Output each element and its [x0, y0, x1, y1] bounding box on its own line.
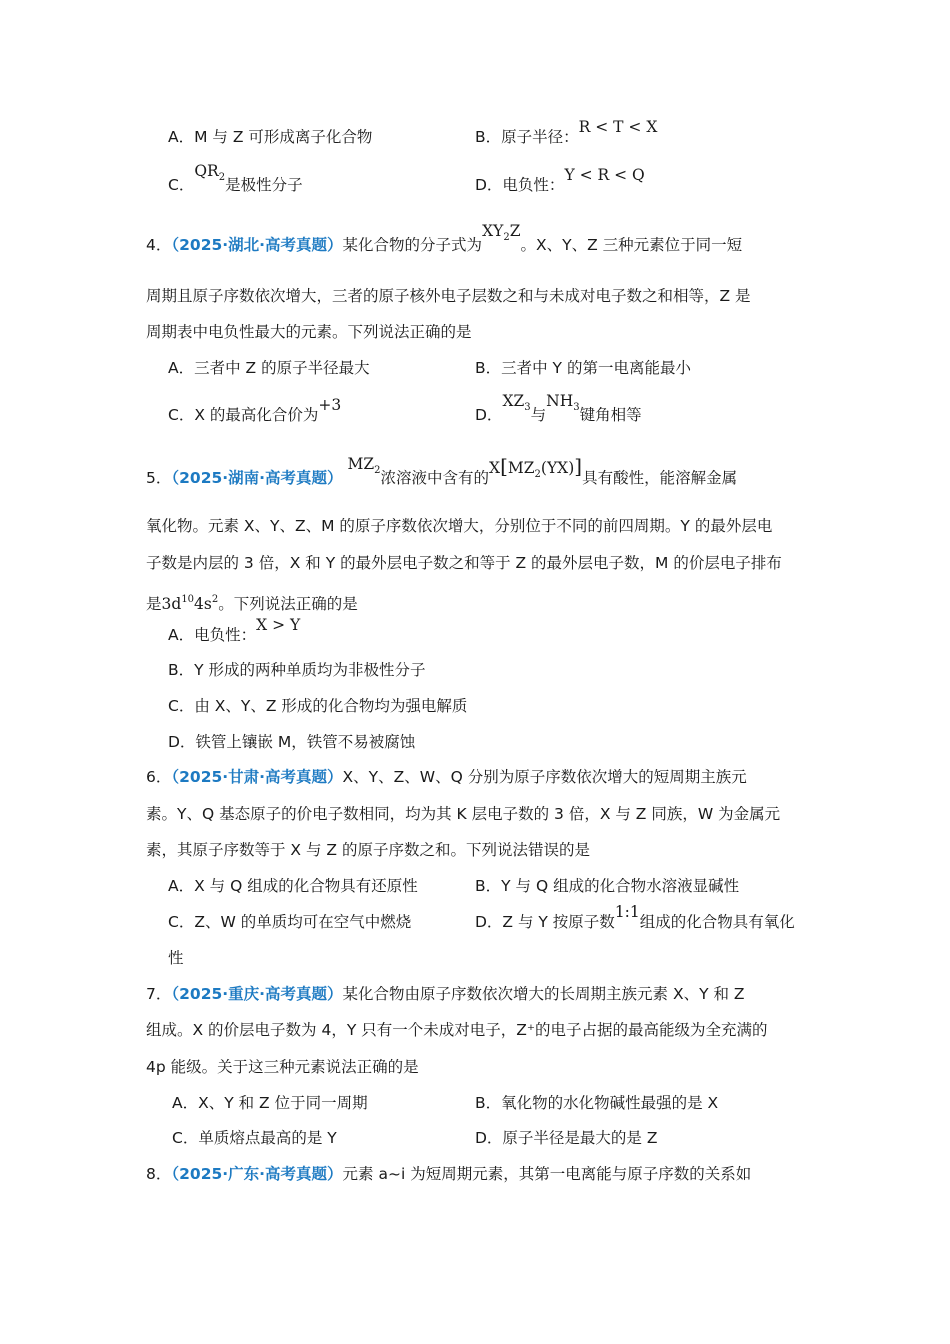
formula: R < T < X [578, 118, 658, 136]
stem-text: 某化合物由原子序数依次增大的长周期主族元素 X、Y 和 Z [342, 985, 745, 1003]
option-text: 键角相等 [579, 406, 642, 424]
option-text: A．电负性： [168, 626, 257, 644]
q7-option-b: B．氧化物的水化物碱性最强的是 X [475, 1094, 719, 1112]
question-source: （2025·甘肃·高考真题） [171, 768, 343, 786]
option-text: 是极性分子 [225, 176, 303, 194]
q5-option-a [168, 616, 301, 646]
q4-stem-line-1 [146, 222, 743, 263]
formula-superscript: 10 [181, 594, 195, 605]
option-text: D．Z 与 Y 按原子数 [475, 913, 615, 931]
option-text: 组成的化合物具有氧化 [639, 913, 795, 931]
q8-stem-line-1 [146, 1163, 751, 1185]
question-source: （2025·广东·高考真题） [171, 1165, 343, 1183]
question-source: （2025·重庆·高考真题） [171, 985, 343, 1003]
q4-option-a: A．三者中 Z 的原子半径最大 [168, 359, 370, 377]
stem-text: 元素 a~i 为短周期元素，其第一电离能与原子序数的关系如 [342, 1165, 752, 1183]
q5-option-d: D．铁管上镶嵌 M，铁管不易被腐蚀 [168, 733, 416, 751]
q5-stem-line-2: 氧化物。元素 X、Y、Z、M 的原子序数依次增大，分别位于不同的前四周期。Y 的最外层电 [146, 517, 773, 535]
q3-option-b [475, 118, 658, 148]
option-label: C． [168, 176, 195, 194]
question-number: 4． [146, 236, 172, 254]
q4-option-b: B．三者中 Y 的第一电离能最小 [475, 359, 691, 377]
question-number: 5． [146, 469, 172, 487]
q4-stem-line-2: 周期且原子序数依次增大，三者的原子核外电子层数之和与未成对电子数之和相等，Z 是 [146, 287, 751, 305]
q6-option-b: B．Y 与 Q 组成的化合物水溶液显碱性 [475, 877, 740, 895]
option-text: D．电负性： [475, 176, 565, 194]
formula: X > Y [256, 616, 301, 634]
formula: +3 [318, 396, 342, 414]
q4-option-d [475, 392, 642, 433]
question-source: （2025·湖北·高考真题） [171, 236, 343, 254]
stem-text: 某化合物的分子式为 [342, 236, 483, 254]
q5-option-b: B．Y 形成的两种单质均为非极性分子 [168, 661, 426, 679]
formula: XZ [502, 392, 525, 410]
q3-option-c [168, 162, 303, 203]
formula: X [489, 459, 501, 477]
stem-text: 具有酸性，能溶解金属 [582, 469, 738, 487]
q5-stem-line-3: 子数是内层的 3 倍，X 和 Y 的最外层电子数之和等于 Z 的最外层电子数，M 的价层电子排布 [146, 554, 782, 572]
stem-text: 是 [146, 595, 162, 613]
formula-subscript: 3 [573, 402, 580, 413]
stem-text: 。下列说法正确的是 [218, 595, 358, 613]
question-source: （2025·湖南·高考真题） [171, 469, 343, 487]
formula-subscript: 2 [503, 232, 510, 243]
q6-option-a: A．X 与 Q 组成的化合物具有还原性 [168, 877, 418, 895]
q7-stem-line-1 [146, 983, 745, 1005]
q3-option-d [475, 166, 645, 196]
stem-text: 。X、Y、Z 三种元素位于同一短 [520, 236, 743, 254]
q7-option-d: D．原子半径是最大的是 Z [475, 1129, 658, 1147]
q5-stem-line-1: 5．（2025·湖南·高考真题） $MZ_2$浓溶液中含有的$X[MZ_2(YX)]$具有酸性，能溶解金属 [146, 454, 738, 487]
formula-subscript: 2 [374, 465, 381, 476]
formula: QR [194, 162, 219, 180]
stem-text: X、Y、Z、W、Q 分别为原子序数依次增大的短周期主族元 [342, 768, 747, 786]
q7-option-a: A．X、Y 和 Z 位于同一周期 [172, 1094, 368, 1112]
q4-option-c [168, 396, 342, 426]
q6-option-d-continued: 性 [168, 949, 184, 967]
formula: 1:1 [614, 903, 640, 921]
formula-superscript: 2 [211, 594, 219, 605]
question-number: 8． [146, 1165, 172, 1183]
formula-subscript: 2 [534, 469, 541, 480]
formula: Z [509, 222, 521, 240]
option-text: C．X 的最高化合价为 [168, 406, 319, 424]
question-number: 6． [146, 768, 172, 786]
q6-option-d [475, 903, 795, 933]
q4-stem-line-3: 周期表中电负性最大的元素。下列说法正确的是 [146, 323, 472, 341]
formula-subscript: 2 [218, 172, 226, 183]
q6-stem-line-2: 素。Y、Q 基态原子的价电子数相同，均为其 K 层电子数的 3 倍，X 与 Z 同族，W 为金属元 [146, 805, 781, 823]
q7-option-c: C．单质熔点最高的是 Y [172, 1129, 337, 1147]
formula: XY [482, 222, 504, 240]
q3-option-a [168, 126, 372, 148]
q5-stem-line-4 [146, 589, 358, 615]
formula-subscript: 3 [524, 402, 531, 413]
option-text: 与 [530, 406, 547, 424]
stem-text: 浓溶液中含有的 [380, 469, 490, 487]
q6-option-c: C．Z、W 的单质均可在空气中燃烧 [168, 913, 412, 931]
formula: 4s [194, 595, 212, 613]
formula: 3d [161, 595, 182, 613]
q5-option-c: C．由 X、Y、Z 形成的化合物均为强电解质 [168, 697, 468, 715]
option-text: A．M 与 Z 可形成离子化合物 [168, 128, 373, 146]
question-number: 7． [146, 985, 172, 1003]
q6-stem-line-1 [146, 766, 747, 788]
q7-stem-line-2: 组成。X 的价层电子数为 4，Y 只有一个未成对电子，Z⁺的电子占据的最高能级为全充满的 [146, 1021, 768, 1039]
formula: Y < R < Q [564, 166, 645, 184]
formula: MZ [507, 459, 535, 477]
formula: MZ [347, 455, 375, 473]
q7-stem-line-3: 4p 能级。关于这三种元素说法正确的是 [146, 1058, 419, 1076]
formula: NH [546, 392, 574, 410]
option-label: D． [475, 406, 503, 424]
option-text: B．原子半径： [475, 128, 579, 146]
q6-stem-line-3: 素，其原子序数等于 X 与 Z 的原子序数之和。下列说法错误的是 [146, 841, 590, 859]
formula: (YX) [540, 459, 575, 477]
